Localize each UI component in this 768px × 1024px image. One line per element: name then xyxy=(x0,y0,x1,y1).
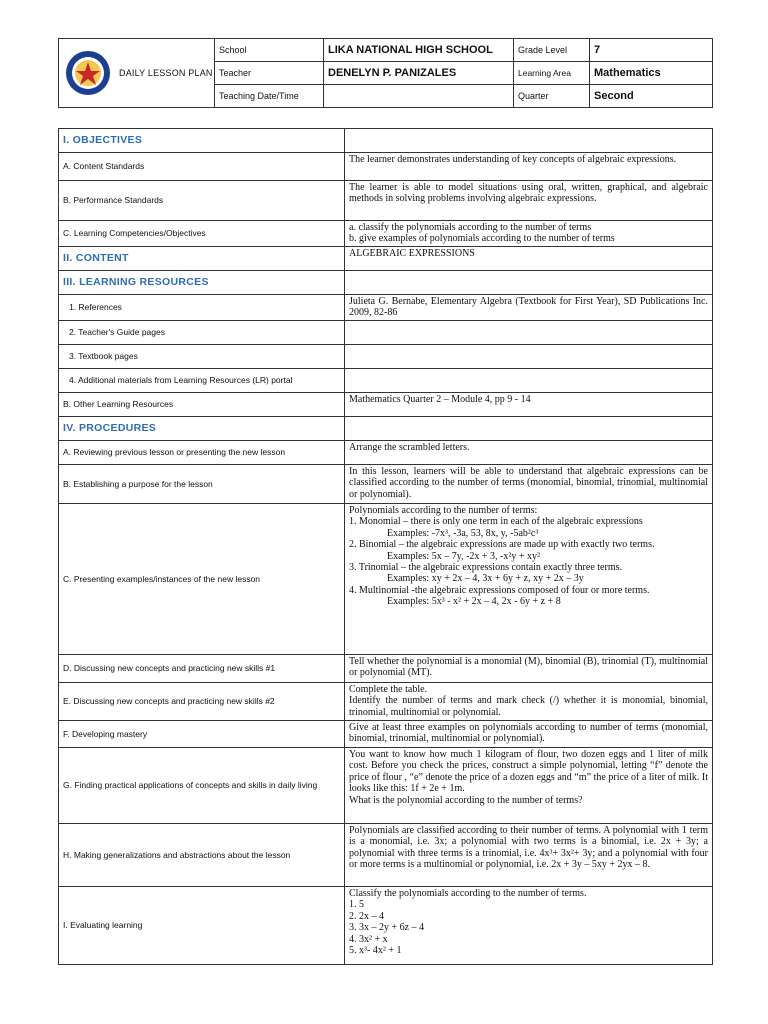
proc-c-value xyxy=(345,504,713,655)
textbook-label: 3. Textbook pages xyxy=(59,345,345,369)
proc-a-label: A. Reviewing previous lesson or presenting the new lesson xyxy=(59,441,345,465)
additional-materials-label: 4. Additional materials from Learning Resources (LR) portal xyxy=(59,369,345,393)
proc-i-intro: Classify the polynomials according to the number of terms. xyxy=(349,888,587,899)
proc-g-value xyxy=(345,748,713,824)
competencies-value xyxy=(345,221,713,247)
competency-a: a. classify the polynomials according to the number of terms xyxy=(349,222,592,233)
quarter-value: Second xyxy=(590,85,713,108)
multinomial-definition: 4. Multinomial -the algebraic expressions composed of four or more terms. xyxy=(349,584,650,596)
other-resources-value: Mathematics Quarter 2 – Module 4, pp 9 - 14 xyxy=(345,393,713,417)
trinomial-definition: 3. Trinomial – the algebraic expressions contain exactly three terms. xyxy=(349,562,622,574)
school-value: LIKA NATIONAL HIGH SCHOOL xyxy=(324,39,514,62)
section-objectives: I. OBJECTIVES xyxy=(59,129,345,153)
performance-standards-value: The learner is able to model situations using oral, written, graphical, and algebraic methods in solving problems involving algebraic expressions. xyxy=(345,181,713,221)
additional-materials-value xyxy=(345,369,713,393)
date-label: Teaching Date/Time xyxy=(215,85,324,108)
proc-a-value: Arrange the scrambled letters. xyxy=(345,441,713,465)
evaluation-item: 2. 2x – 4 xyxy=(349,910,384,922)
content-value: ALGEBRAIC EXPRESSIONS xyxy=(345,247,713,271)
header-table xyxy=(58,38,713,108)
performance-standards-label: B. Performance Standards xyxy=(59,181,345,221)
proc-f-value: Give at least three examples on polynomials according to number of terms (monomial, binomial, trinomial, multinomial or polynomial). xyxy=(345,721,713,748)
proc-f-label: F. Developing mastery xyxy=(59,721,345,748)
proc-h-value: Polynomials are classified according to their number of terms. A polynomial with 1 term is a monomial, i.e. 3x; a polynomial with two terms is a binomial, i.e. 2x + 3y; a polynomial with three terms is a trinomial, i.e. 4x³+ 3x²+ 3y; and a polynomial with four or more terms is a multinomial or polynomial, i.e. 2x + 3y – 5xy + 2yx – 8. xyxy=(345,824,713,887)
proc-i-value xyxy=(345,887,713,965)
area-value: Mathematics xyxy=(590,62,713,85)
teacher-value: DENELYN P. PANIZALES xyxy=(324,62,514,85)
section-content: II. CONTENT xyxy=(59,247,345,271)
proc-g-text: You want to know how much 1 kilogram of flour, two dozen eggs and 1 liter of milk cost. Before you check the prices, construct a simple polynomial, letting “f” denote the price of flour , “e” denote the price of a dozen eggs and “m” the price of a liter of milk. It looks like this: 1f + 2e + 1m. xyxy=(349,749,708,795)
section-procedures: IV. PROCEDURES xyxy=(59,417,345,441)
competencies-label: C. Learning Competencies/Objectives xyxy=(59,221,345,247)
monomial-examples: Examples: -7x³, -3a, 53, 8x, y, -5ab²c³ xyxy=(387,527,539,539)
content-standards-label: A. Content Standards xyxy=(59,153,345,181)
lesson-table xyxy=(58,128,713,965)
content-standards-value: The learner demonstrates understanding of key concepts of algebraic expressions. xyxy=(345,153,713,181)
proc-g-label: G. Finding practical applications of concepts and skills in daily living xyxy=(59,748,345,824)
logo-cell xyxy=(59,39,215,108)
textbook-value xyxy=(345,345,713,369)
proc-b-value: In this lesson, learners will be able to understand that algebraic expressions can be classified according to the number of terms (monomial, binomial, trinomial, multinomial or polynomial). xyxy=(345,465,713,504)
proc-g-question: What is the polynomial according to the number of terms? xyxy=(349,794,583,806)
binomial-definition: 2. Binomial – the algebraic expressions are made up with exactly two terms. xyxy=(349,539,655,551)
proc-c-intro: Polynomials according to the number of terms: xyxy=(349,505,538,516)
proc-e-label: E. Discussing new concepts and practicing new skills #2 xyxy=(59,683,345,721)
competency-b: b. give examples of polynomials according to the number of terms xyxy=(349,233,615,245)
proc-i-label: I. Evaluating learning xyxy=(59,887,345,965)
evaluation-item: 3. 3x – 2y + 6z – 4 xyxy=(349,922,425,934)
teacher-label: Teacher xyxy=(215,62,324,85)
section-resources: III. LEARNING RESOURCES xyxy=(59,271,345,295)
proc-e-line1: Complete the table. xyxy=(349,684,428,695)
multinomial-examples: Examples: 5x³ - x² + 2x – 4, 2x - 6y + z + 8 xyxy=(387,596,561,608)
references-label: 1. References xyxy=(59,295,345,321)
proc-d-label: D. Discussing new concepts and practicing new skills #1 xyxy=(59,655,345,683)
guide-label: 2. Teacher's Guide pages xyxy=(59,321,345,345)
school-label: School xyxy=(215,39,324,62)
proc-d-value: Tell whether the polynomial is a monomial (M), binomial (B), trinomial (T), multinomial or polynomial (MT). xyxy=(345,655,713,683)
binomial-examples: Examples: 5x – 7y, -2x + 3, -x²y + xy² xyxy=(387,550,540,562)
quarter-label: Quarter xyxy=(514,85,590,108)
proc-h-label: H. Making generalizations and abstractions about the lesson xyxy=(59,824,345,887)
proc-c-label: C. Presenting examples/instances of the new lesson xyxy=(59,504,345,655)
evaluation-item: 5. x³- 4x² + 1 xyxy=(349,945,402,957)
deped-seal-icon xyxy=(65,50,111,96)
area-label: Learning Area xyxy=(514,62,590,85)
trinomial-examples: Examples: xy + 2x – 4, 3x + 6y + z, xy + 2x – 3y xyxy=(387,573,584,585)
evaluation-item: 1. 5 xyxy=(349,899,364,911)
guide-value xyxy=(345,321,713,345)
document-title: DAILY LESSON PLAN xyxy=(119,68,213,78)
other-resources-label: B. Other Learning Resources xyxy=(59,393,345,417)
proc-b-label: B. Establishing a purpose for the lesson xyxy=(59,465,345,504)
monomial-definition: 1. Monomial – there is only one term in each of the algebraic expressions xyxy=(349,516,643,528)
date-value xyxy=(324,85,514,108)
grade-label: Grade Level xyxy=(514,39,590,62)
evaluation-item: 4. 3x² + x xyxy=(349,933,388,945)
proc-e-line2: Identify the number of terms and mark check (/) whether it is monomial, binomial, trinomial, multinomial or polynomial. xyxy=(349,695,708,718)
grade-value: 7 xyxy=(590,39,713,62)
proc-e-value xyxy=(345,683,713,721)
references-value: Julieta G. Bernabe, Elementary Algebra (Textbook for First Year), SD Publications Inc. 2009, 82-86 xyxy=(345,295,713,321)
